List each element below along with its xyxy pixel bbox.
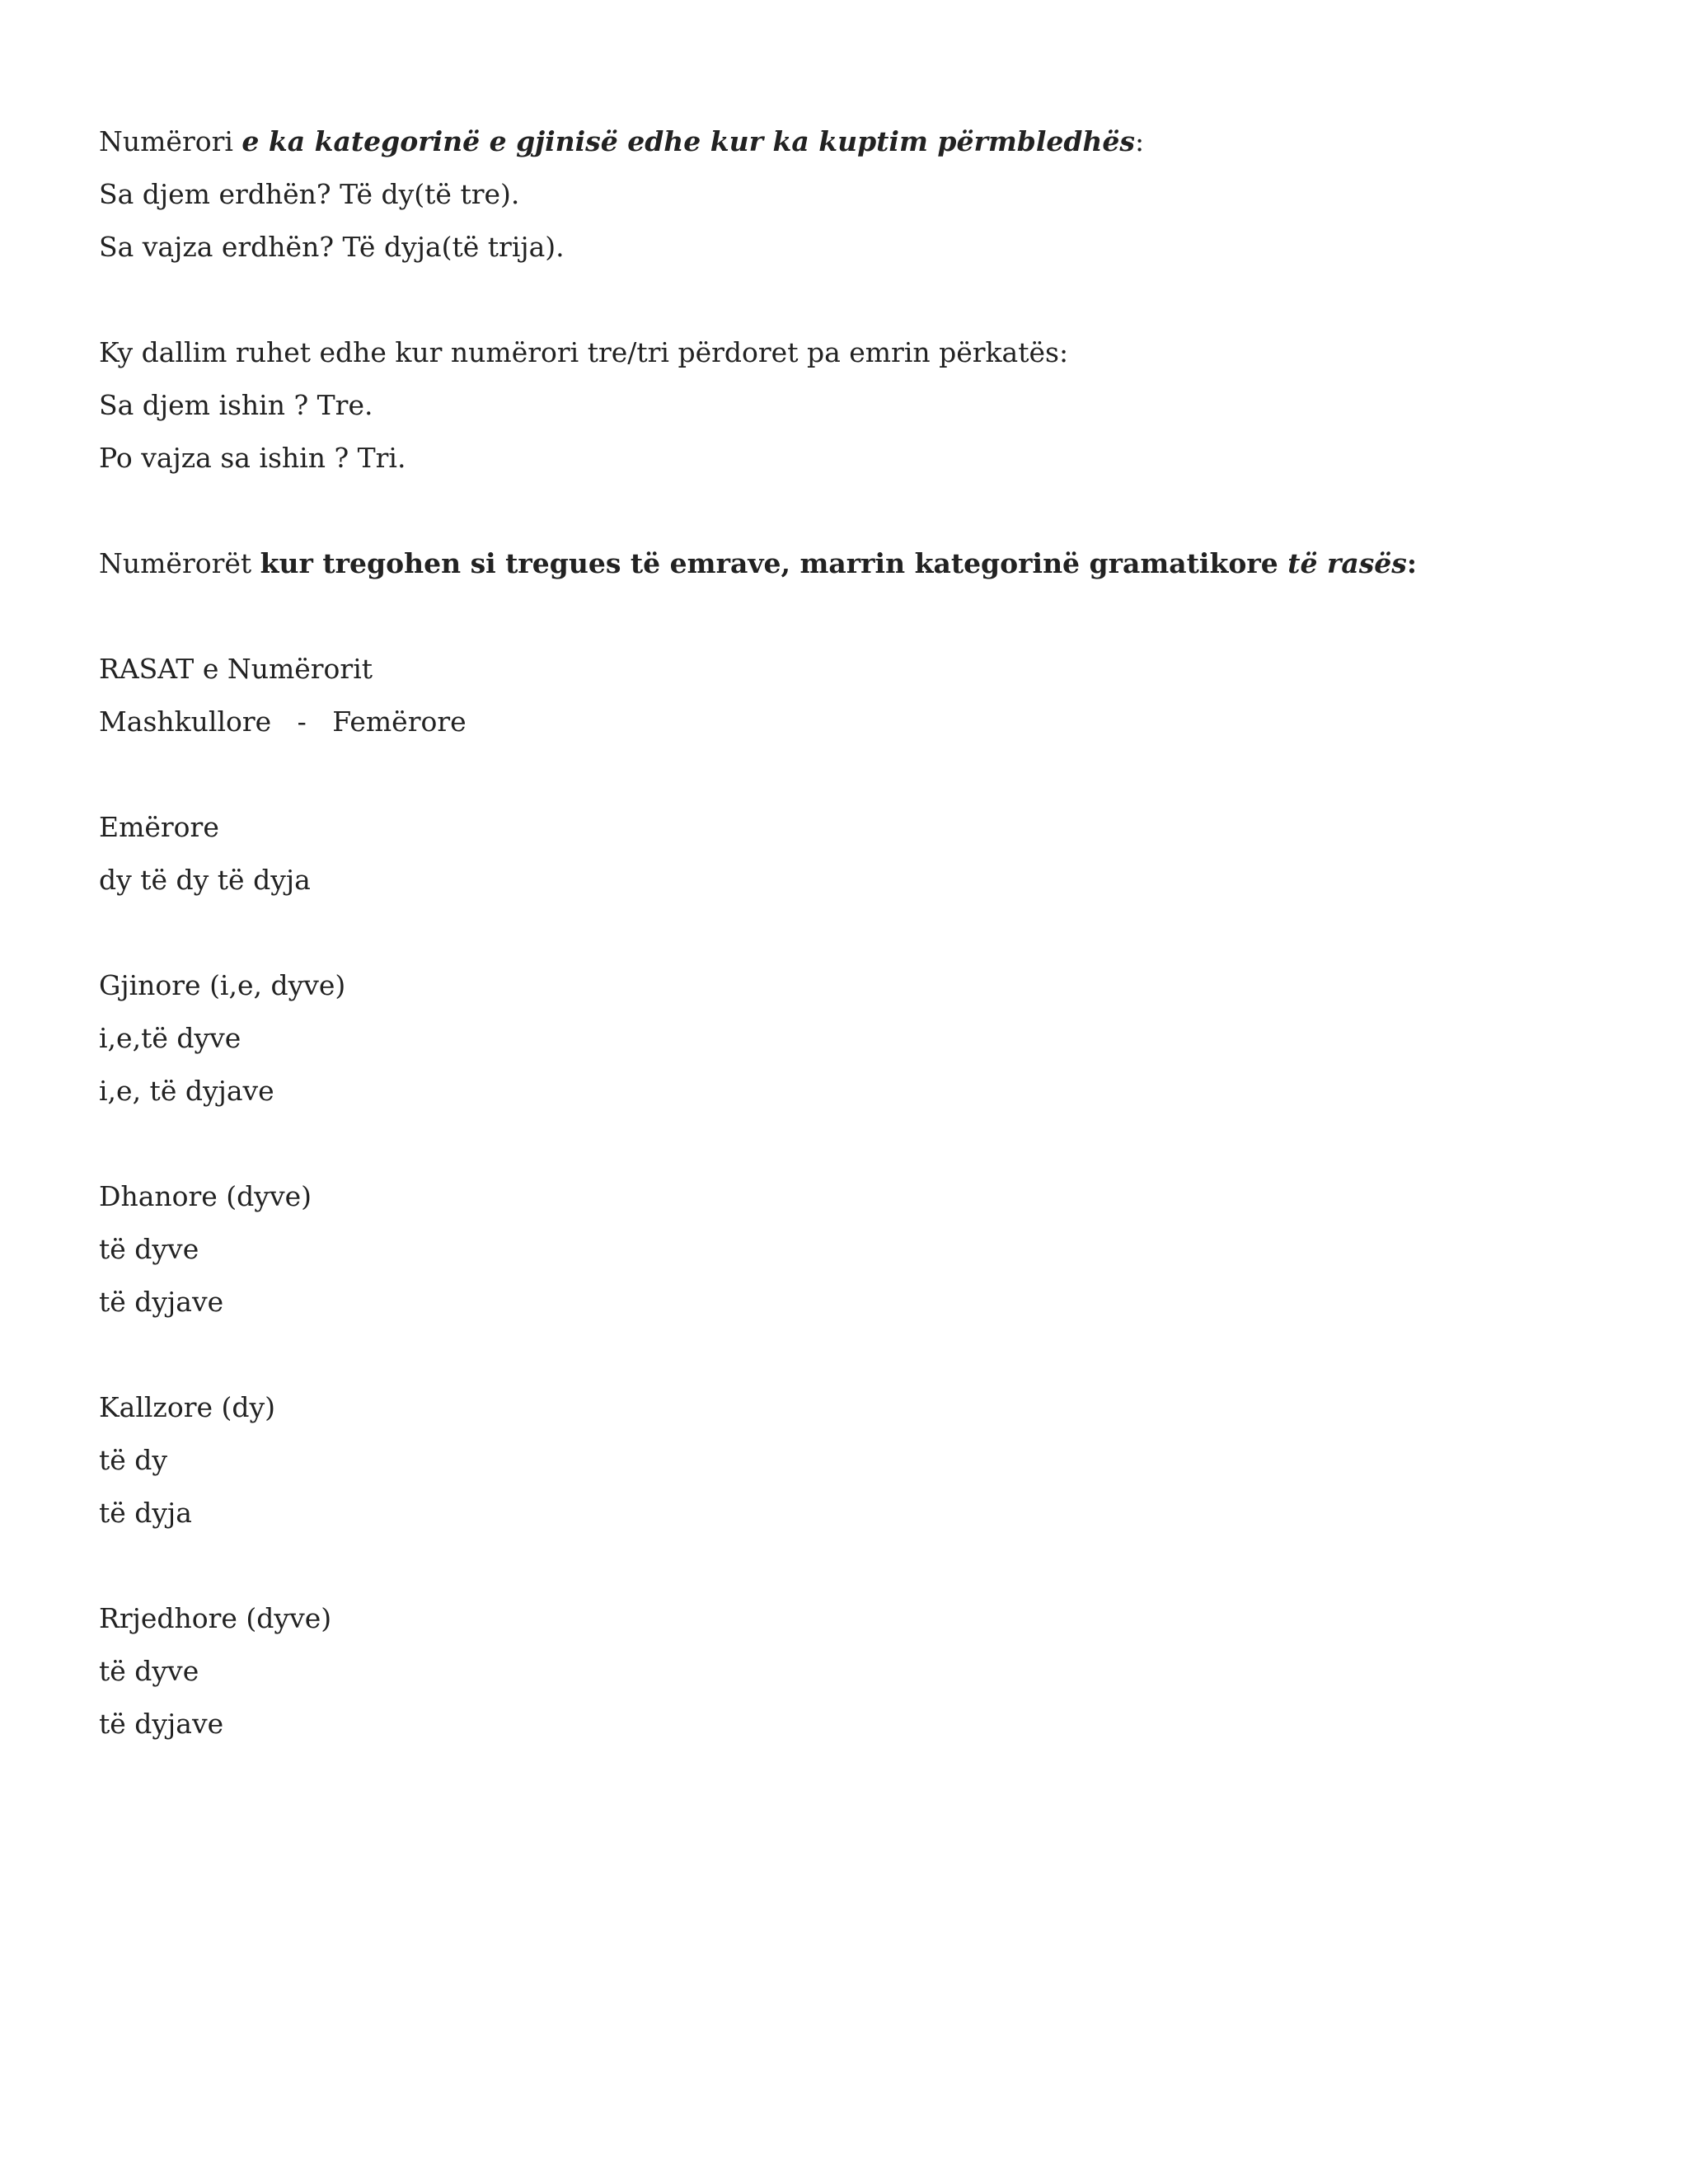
case-form: i,e,të dyve (99, 1022, 241, 1054)
case-name: Dhanore (dyve) (99, 1180, 312, 1212)
rule-bold: kur tregohen si tregues të emrave, marrin kategorinë gramatikore (260, 547, 1288, 579)
intro-example-boys: Sa djem erdhën? Të dy(të tre). (99, 178, 520, 210)
case-form: të dyjave (99, 1708, 224, 1740)
case-form: të dyja (99, 1497, 192, 1529)
spacer (99, 590, 1582, 643)
cases-title: RASAT e Numërorit (99, 653, 373, 685)
rule-bold-italic: të rasës (1287, 547, 1407, 579)
spacer (99, 907, 1582, 959)
spacer (99, 274, 1582, 326)
intro-emphasis: e ka kategorinë e gjinisë edhe kur ka kuptim përmbledhës (241, 125, 1135, 157)
spacer (99, 1329, 1582, 1381)
spacer (99, 748, 1582, 801)
intro-prefix: Numërori (99, 125, 242, 157)
distinction-example-girls: Po vajza sa ishin ? Tri. (99, 442, 406, 474)
intro-example-girls: Sa vajza erdhën? Të dyja(të trija). (99, 231, 565, 263)
case-name: Rrjedhore (dyve) (99, 1602, 332, 1634)
intro-line-1 (99, 115, 1582, 168)
rule-prefix: Numërorët (99, 547, 260, 579)
spacer (99, 1118, 1582, 1170)
case-form: të dyve (99, 1655, 199, 1687)
case-name: Kallzore (dy) (99, 1391, 276, 1423)
intro-suffix: : (1135, 125, 1145, 157)
spacer (99, 485, 1582, 537)
case-form: të dyjave (99, 1286, 224, 1318)
case-form: të dy (99, 1444, 168, 1476)
rule-suffix: : (1406, 547, 1418, 579)
case-name: Gjinore (i,e, dyve) (99, 969, 346, 1001)
spacer (99, 1540, 1582, 1592)
cases-genders: Mashkullore - Femërore (99, 705, 467, 738)
distinction-example-boys: Sa djem ishin ? Tre. (99, 389, 373, 421)
case-form: i,e, të dyjave (99, 1075, 274, 1107)
case-form: të dyve (99, 1233, 199, 1265)
rule-statement (99, 537, 1582, 590)
distinction-statement: Ky dallim ruhet edhe kur numërori tre/tri përdoret pa emrin përkatës: (99, 336, 1069, 368)
case-form: dy të dy të dyja (99, 864, 311, 896)
case-name: Emërore (99, 811, 219, 843)
document-page (99, 115, 1582, 1750)
